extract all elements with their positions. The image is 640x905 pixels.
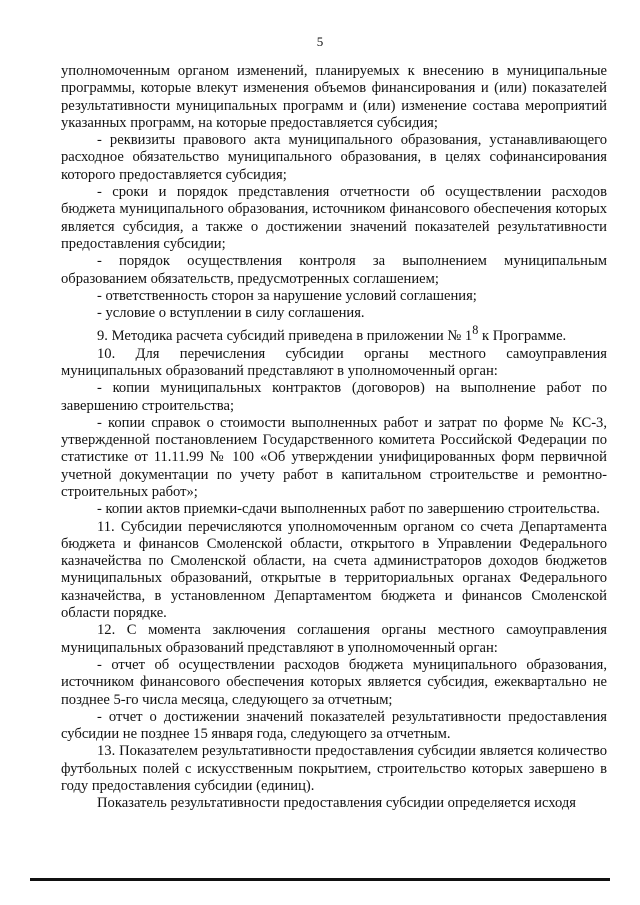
paragraph-continuation: уполномоченным органом изменений, планируемых к внесению в муниципальные программы, которые влекут изменения объемов финансирования и (или) показателей результативности муниципальных программ и (или) изменение состава мероприятий указанных программ, на которые предоставляется субсидия;	[61, 63, 607, 131]
clause-12: 12. С момента заключения соглашения органы местного самоуправления муниципальных образований представляют в уполномоченный орган:	[61, 622, 607, 656]
list-item-contracts: - копии муниципальных контрактов (договоров) на выполнение работ по завершению строительства;	[61, 380, 607, 414]
page-number: 5	[316, 34, 324, 49]
document-body	[61, 63, 607, 813]
list-item-acceptance-acts: - копии актов приемки-сдачи выполненных работ по завершению строительства.	[97, 501, 600, 518]
clause-9	[61, 322, 607, 345]
clause-9-text: 9. Методика расчета субсидий приведена в приложении № 1	[97, 328, 473, 345]
list-item-entry-into-force: - условие о вступлении в силу соглашения.	[97, 305, 365, 322]
list-item-legal-act: - реквизиты правового акта муниципального образования, устанавливающего расходное обязательство муниципального образования, в целях софинансирования которого предоставляется субсидия;	[61, 132, 607, 183]
list-item-control-procedure: - порядок осуществления контроля за выполнением муниципальным образованием обязательств, предусмотренных соглашением;	[61, 253, 607, 287]
list-item-ks3-certificates: - копии справок о стоимости выполненных работ и затрат по форме № КС-3, утвержденной постановлением Государственного комитета Российской Федерации по статистике от 11.11.99 № 100 «Об утверждении унифицированных форм первичной учетной документации по учету работ в капитальном строительстве и ремонтно-строительных работ»;	[61, 414, 607, 500]
list-item-expense-report: - отчет об осуществлении расходов бюджета муниципального образования, источником финансового обеспечения которых является субсидия, ежеквартально не позднее 5-го числа месяца, следующего за отчетным;	[61, 656, 607, 708]
clause-11: 11. Субсидии перечисляются уполномоченным органом со счета Департамента бюджета и финансов Смоленской области, открытого в Управлении Федерального казначейства по Смоленской области, на счета администраторов доходов бюджетов муниципальных образований, открытые в территориальных органах Федерального казначейства, в установленном Департаментом бюджета и финансов Смоленской области порядке.	[61, 518, 607, 622]
clause-9-superscript: 8	[472, 323, 479, 338]
paragraph-indicator-definition: Показатель результативности предоставления субсидии определяется исходя	[97, 795, 576, 812]
clause-9-tail: к Программе.	[478, 328, 567, 345]
list-item-liability: - ответственность сторон за нарушение условий соглашения;	[97, 287, 477, 304]
clause-13: 13. Показателем результативности предоставления субсидии является количество футбольных полей с искусственным покрытием, строительство которых завершено в году предоставления субсидии (единиц).	[61, 743, 607, 795]
bottom-divider	[30, 878, 610, 881]
clause-10: 10. Для перечисления субсидии органы местного самоуправления муниципальных образований представляют в уполномоченный орган:	[61, 345, 607, 379]
list-item-reporting-terms: - сроки и порядок представления отчетности об осуществлении расходов бюджета муниципального образования, источником финансового обеспечения которых является субсидия, а также о достижении значений показателей результативности предоставления субсидии;	[61, 184, 607, 252]
list-item-indicator-report: - отчет о достижении значений показателей результативности предоставления субсидии не позднее 15 января года, следующего за отчетным.	[61, 708, 607, 743]
